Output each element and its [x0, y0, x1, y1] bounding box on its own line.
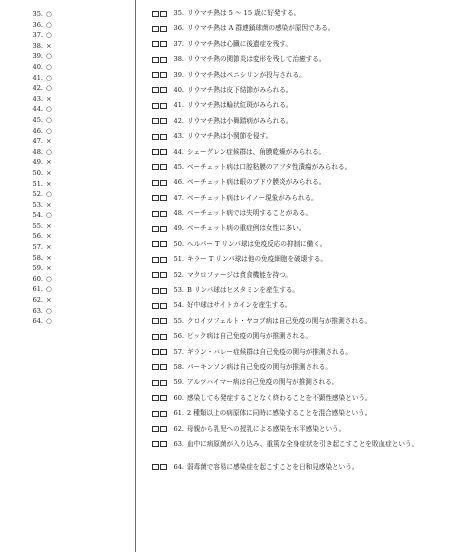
question-number: 51.: [173, 255, 184, 264]
answer-row: [26, 189, 106, 200]
question-row: [152, 463, 448, 478]
answer-checkbox[interactable]: [152, 288, 159, 294]
answer-checkbox[interactable]: [160, 180, 167, 186]
answer-row: [26, 136, 106, 147]
answer-checkbox[interactable]: [152, 411, 159, 417]
question-row: [152, 378, 448, 393]
question-row: [152, 317, 448, 332]
question-row: [152, 9, 448, 24]
question-number: 35.: [173, 9, 184, 17]
answer-row: [26, 62, 106, 73]
answer-mark: ×: [46, 200, 52, 209]
question-row: [152, 224, 448, 239]
answer-row: [26, 73, 106, 84]
question-text: リウマチ熱は小関節を侵す。: [187, 132, 273, 141]
question-row: [152, 163, 448, 178]
column-divider: [135, 0, 136, 552]
answer-checkbox[interactable]: [160, 195, 167, 201]
question-number: 43.: [173, 132, 184, 141]
answer-checkbox[interactable]: [152, 26, 159, 32]
answer-number: 37.: [32, 31, 43, 40]
question-number: 57.: [173, 347, 184, 356]
question-text: 好中球はサイトカインを産生する。: [187, 301, 292, 310]
answer-checkbox[interactable]: [152, 441, 159, 447]
question-text: 弱毒菌で容易に感染症を起こすことを日和見感染という。: [187, 462, 359, 471]
answer-checkbox[interactable]: [160, 211, 167, 217]
answer-mark: ○: [46, 10, 52, 18]
answer-checkbox[interactable]: [152, 211, 159, 217]
question-text: クロイツフェルト・ヤコブ病は自己免疫の関与が推測される。: [187, 316, 372, 325]
question-number: 63.: [173, 439, 184, 448]
answer-checkbox[interactable]: [160, 72, 167, 78]
answer-number: 55.: [32, 221, 43, 230]
question-row: [152, 271, 448, 286]
answer-number: 59.: [32, 264, 43, 273]
answer-row: [26, 41, 106, 52]
answer-mark: ×: [46, 168, 52, 177]
answer-number: 62.: [32, 296, 43, 305]
question-row: [152, 209, 448, 224]
answer-row: [26, 179, 106, 190]
answer-checkbox[interactable]: [152, 72, 159, 78]
answer-number: 44.: [32, 105, 43, 114]
answer-mark: ○: [46, 306, 52, 315]
answer-number: 38.: [32, 41, 43, 50]
answer-row: [26, 295, 106, 306]
answer-checkbox[interactable]: [152, 164, 159, 170]
answer-row: [26, 200, 106, 211]
question-text: シェーグレン症候群は、角膜乾燥がみられる。: [187, 147, 326, 156]
question-row: [152, 394, 448, 409]
answer-checkbox[interactable]: [160, 364, 167, 370]
answer-checkbox[interactable]: [152, 464, 159, 470]
answer-mark: ×: [46, 264, 52, 273]
question-number: 56.: [173, 332, 184, 341]
answer-number: 53.: [32, 200, 43, 209]
answer-checkbox[interactable]: [160, 380, 167, 386]
answer-row: [26, 104, 106, 115]
answer-row: [26, 316, 106, 327]
answer-number: 45.: [32, 115, 43, 124]
answer-checkbox[interactable]: [160, 87, 167, 93]
question-text: リウマチ熱は A 群連鎖球菌の感染が原因である。: [187, 24, 335, 33]
answer-checkbox[interactable]: [160, 441, 167, 447]
answer-row: [26, 221, 106, 232]
answer-number: 43.: [32, 94, 43, 103]
question-row: [152, 286, 448, 301]
answer-row: [26, 210, 106, 221]
question-number: 40.: [173, 85, 184, 94]
answer-row: [26, 147, 106, 158]
answer-mark: ×: [46, 137, 52, 146]
answer-checkbox[interactable]: [160, 288, 167, 294]
question-row: [152, 24, 448, 39]
answer-row: [26, 306, 106, 317]
question-text: リウマチ熱は小舞踏病がみられる。: [187, 116, 293, 125]
answer-number: 48.: [32, 147, 43, 156]
answer-number: 46.: [32, 126, 43, 135]
answer-checkbox[interactable]: [160, 411, 167, 417]
answer-checkbox[interactable]: [160, 241, 167, 247]
question-text: ベーチェット病は口腔粘膜のアフタ性潰瘍がみられる。: [187, 162, 352, 171]
question-number: 62.: [173, 424, 184, 433]
answer-checkbox[interactable]: [152, 149, 159, 155]
question-number: 61.: [173, 409, 184, 418]
answer-checkbox[interactable]: [160, 349, 167, 355]
answer-row: [26, 231, 106, 242]
answer-row: [26, 284, 106, 295]
answer-row: [26, 253, 106, 264]
answer-row: [26, 30, 106, 41]
question-number: 58.: [173, 362, 184, 371]
question-number: 46.: [173, 178, 184, 187]
question-row: [152, 132, 448, 147]
answer-checkbox[interactable]: [152, 11, 159, 17]
answer-number: 36.: [32, 20, 43, 29]
answer-number: 40.: [32, 62, 43, 71]
answer-checkbox[interactable]: [152, 241, 159, 247]
answer-number: 39.: [32, 52, 43, 61]
answer-number: 47.: [32, 137, 43, 146]
answer-checkbox[interactable]: [152, 303, 159, 309]
answer-number: 54.: [32, 211, 43, 220]
answer-mark: ×: [46, 41, 52, 50]
answer-mark: ○: [46, 285, 52, 294]
answer-row: [26, 115, 106, 126]
answer-checkbox[interactable]: [152, 57, 159, 63]
question-number: 36.: [173, 24, 184, 33]
answer-row: [26, 94, 106, 105]
answer-row: [26, 168, 106, 179]
question-text: リウマチ熱は輪状紅斑がみられる。: [187, 101, 293, 110]
answer-checkbox[interactable]: [152, 272, 159, 278]
answer-mark: ○: [46, 105, 52, 114]
question-text: キラー T リンパ球は他の免疫細胞を破壊する。: [187, 255, 328, 264]
answer-number: 42.: [32, 84, 43, 93]
answer-checkbox[interactable]: [152, 426, 159, 432]
answer-mark: ○: [46, 190, 52, 199]
question-text: リウマチ熱は皮下結節がみられる。: [187, 85, 293, 94]
answer-mark: ○: [46, 115, 52, 124]
question-row: [152, 178, 448, 193]
answer-mark: ×: [46, 221, 52, 230]
question-number: 50.: [173, 239, 184, 248]
answer-checkbox[interactable]: [160, 464, 167, 470]
question-number: 39.: [173, 70, 184, 79]
answer-mark: ×: [46, 296, 52, 305]
question-number: 60.: [173, 393, 184, 402]
question-row: [152, 86, 448, 101]
question-text: リウマチ熱はペニシリンが投与される。: [187, 70, 306, 79]
answer-number: 61.: [32, 285, 43, 294]
answer-number: 58.: [32, 253, 43, 262]
answer-checkbox[interactable]: [152, 180, 159, 186]
question-number: 44.: [173, 147, 184, 156]
answer-checkbox[interactable]: [152, 87, 159, 93]
answer-mark: ○: [46, 52, 52, 61]
question-text: ベーチェット病はレイノー現象がみられる。: [187, 193, 318, 202]
answer-mark: ×: [46, 179, 52, 188]
question-number: 41.: [173, 101, 184, 110]
answer-number: 41.: [32, 73, 43, 82]
answer-checkbox[interactable]: [152, 195, 159, 201]
question-number: 47.: [173, 193, 184, 202]
answer-checkbox[interactable]: [152, 41, 159, 47]
answer-mark: ×: [46, 243, 52, 252]
question-text: リウマチ熱は心臓に後遺症を残す。: [187, 39, 292, 48]
answer-mark: ○: [46, 274, 52, 283]
question-row: [152, 71, 448, 86]
answer-mark: ×: [46, 158, 52, 167]
answer-row: [26, 157, 106, 168]
question-row: [152, 255, 448, 270]
answer-row: [26, 242, 106, 253]
question-number: 38.: [173, 55, 184, 64]
answer-mark: ○: [46, 84, 52, 93]
question-text: リウマチ熱は 5 ～ 15 歳に好発する。: [187, 9, 301, 17]
answer-number: 57.: [32, 243, 43, 252]
question-number: 53.: [173, 286, 184, 295]
question-row: [152, 440, 448, 463]
answer-mark: ○: [46, 147, 52, 156]
answer-mark: ×: [46, 94, 52, 103]
answer-checkbox[interactable]: [152, 395, 159, 401]
question-text: パーキンソン病は自己免疫の関与が推測される。: [187, 362, 332, 371]
answer-checkbox[interactable]: [152, 226, 159, 232]
question-text: B リンパ球はヒスタミンを産生する。: [187, 286, 299, 295]
question-text: マクロファージは貪食機能を持つ。: [187, 270, 292, 279]
answer-row: [26, 9, 106, 20]
question-number: 52.: [173, 270, 184, 279]
answer-mark: ×: [46, 232, 52, 241]
answer-checkbox[interactable]: [160, 303, 167, 309]
answer-checkbox[interactable]: [160, 41, 167, 47]
answer-row: [26, 20, 106, 31]
question-row: [152, 55, 448, 70]
answer-mark: ○: [46, 317, 52, 326]
question-row: [152, 348, 448, 363]
question-number: 55.: [173, 316, 184, 325]
question-row: [152, 117, 448, 132]
answer-row: [26, 83, 106, 94]
question-list: [152, 9, 448, 478]
answer-checkbox[interactable]: [160, 426, 167, 432]
answer-checkbox[interactable]: [160, 334, 167, 340]
question-row: [152, 40, 448, 55]
question-row: [152, 425, 448, 440]
answer-checkbox[interactable]: [160, 395, 167, 401]
question-number: 48.: [173, 209, 184, 218]
question-text: ベーチェット病の重症例は女性に多い。: [187, 224, 306, 233]
answer-checkbox[interactable]: [160, 57, 167, 63]
answer-checkbox[interactable]: [152, 118, 159, 124]
question-number: 42.: [173, 116, 184, 125]
answer-number: 56.: [32, 232, 43, 241]
question-text: アルツハイマー病は自己免疫の関与が推測される。: [187, 378, 339, 387]
question-row: [152, 148, 448, 163]
question-text: ギラン・バレー症候群は自己免疫の関与が推測される。: [187, 347, 352, 356]
answer-number: 52.: [32, 190, 43, 199]
answer-checkbox[interactable]: [160, 26, 167, 32]
answer-row: [26, 126, 106, 137]
answer-number: 64.: [32, 317, 43, 326]
answer-checkbox[interactable]: [160, 226, 167, 232]
question-row: [152, 409, 448, 424]
answer-checkbox[interactable]: [160, 318, 167, 324]
answer-checkbox[interactable]: [160, 134, 167, 140]
answer-checkbox[interactable]: [160, 257, 167, 263]
answer-checkbox[interactable]: [160, 149, 167, 155]
answer-row: [26, 263, 106, 274]
answer-checkbox[interactable]: [160, 164, 167, 170]
answer-mark: ×: [46, 253, 52, 262]
answer-checkbox[interactable]: [160, 103, 167, 109]
answer-row: [26, 51, 106, 62]
question-number: 59.: [173, 378, 184, 387]
question-number: 45.: [173, 162, 184, 171]
question-text: ベーチェット病は眼のブドウ膜炎がみられる。: [187, 178, 326, 187]
answer-number: 50.: [32, 168, 43, 177]
question-text: リウマチ熱の関節炎は変形を残して治癒する。: [187, 55, 326, 64]
answer-mark: ○: [46, 20, 52, 29]
answer-checkbox[interactable]: [152, 349, 159, 355]
answer-mark: ○: [46, 211, 52, 220]
answer-checkbox[interactable]: [152, 257, 159, 263]
question-text: ピック病は自己免疫の関与が推測される。: [187, 332, 313, 341]
question-text: 2 種類以上の病原体に同時に感染することを混合感染という。: [187, 409, 372, 418]
answer-checkbox[interactable]: [160, 118, 167, 124]
question-number: 37.: [173, 39, 184, 48]
answer-checkbox[interactable]: [152, 380, 159, 386]
answer-number: 51.: [32, 179, 43, 188]
question-row: [152, 301, 448, 316]
question-row: [152, 363, 448, 378]
answer-checkbox[interactable]: [152, 318, 159, 324]
question-text: 母親から乳児への授乳による感染を水平感染という。: [187, 424, 346, 433]
question-row: [152, 240, 448, 255]
answer-checkbox[interactable]: [152, 364, 159, 370]
question-text: 血中に病原菌が入り込み、重篤な全身症状を引き起こすことを敗血症という。: [187, 439, 419, 448]
answer-checkbox[interactable]: [152, 134, 159, 140]
answer-checkbox[interactable]: [160, 11, 167, 17]
answer-number: 35.: [32, 10, 43, 18]
question-number: 54.: [173, 301, 184, 310]
question-row: [152, 101, 448, 116]
question-text: ヘルパー T リンパ球は免疫反応の抑制に働く。: [187, 239, 327, 248]
answer-key: [26, 9, 106, 327]
question-row: [152, 332, 448, 347]
answer-number: 49.: [32, 158, 43, 167]
question-text: 感染しても発症することなく終わることを不顕性感染という。: [187, 393, 372, 402]
question-row: [152, 194, 448, 209]
answer-checkbox[interactable]: [152, 334, 159, 340]
answer-row: [26, 274, 106, 285]
answer-checkbox[interactable]: [152, 103, 159, 109]
answer-mark: ○: [46, 62, 52, 71]
answer-mark: ○: [46, 73, 52, 82]
answer-mark: ○: [46, 31, 52, 40]
question-text: ベーチェット病では失明することがある。: [187, 209, 313, 218]
answer-number: 60.: [32, 274, 43, 283]
question-number: 49.: [173, 224, 184, 233]
answer-mark: ○: [46, 126, 52, 135]
answer-checkbox[interactable]: [160, 272, 167, 278]
question-number: 64.: [173, 462, 184, 471]
answer-number: 63.: [32, 306, 43, 315]
